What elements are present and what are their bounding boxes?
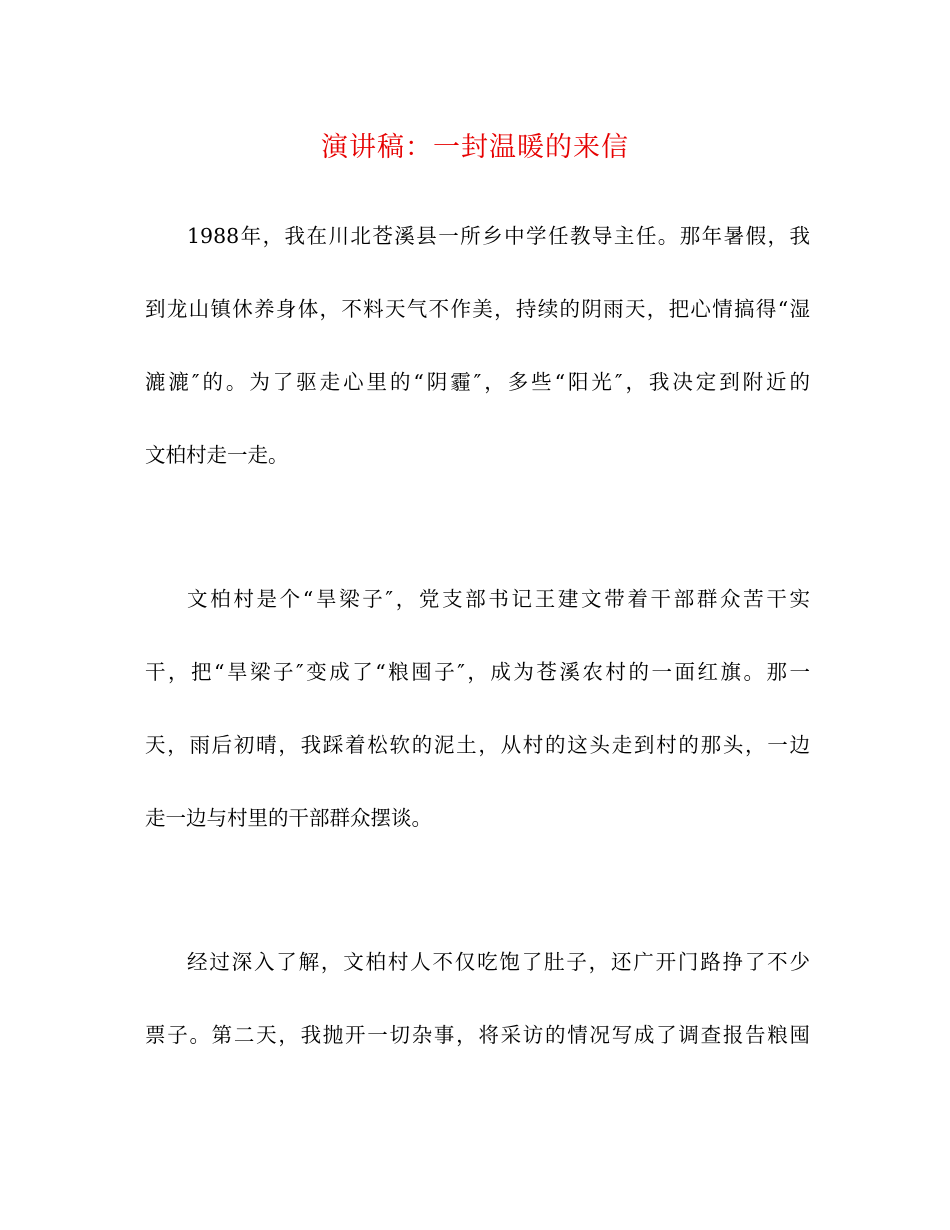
paragraph-line: 票子。第二天，我抛开一切杂事，将采访的情况写成了调查报告粮囤	[145, 1023, 810, 1047]
paragraph-line: 天，雨后初晴，我踩着松软的泥土，从村的这头走到村的那头，一边	[145, 733, 810, 757]
paragraph-line: 1988年，我在川北苍溪县一所乡中学任教导主任。那年暑假，我	[187, 224, 810, 248]
paragraph-line: 漉漉″的。为了驱走心里的“阴霾″，多些“阳光″，我决定到附近的	[145, 370, 810, 394]
paragraph-line: 文柏村走一走。	[145, 443, 289, 467]
paragraph-2	[145, 579, 810, 871]
paragraph-1	[145, 216, 810, 508]
paragraph-line: 走一边与村里的干部群众摆谈。	[145, 806, 432, 830]
paragraph-3	[145, 942, 810, 1088]
paragraph-line: 文柏村是个“旱梁子″，党支部书记王建文带着干部群众苦干实	[187, 587, 810, 611]
paragraph-line: 到龙山镇休养身体，不料天气不作美，持续的阴雨天，把心情搞得“湿	[145, 297, 810, 321]
document-title: 演讲稿：一封温暖的来信	[321, 132, 629, 163]
paragraph-line: 干，把“旱梁子″变成了“粮囤子″，成为苍溪农村的一面红旗。那一	[145, 660, 810, 684]
paragraph-line: 经过深入了解，文柏村人不仅吃饱了肚子，还广开门路挣了不少	[187, 950, 810, 974]
